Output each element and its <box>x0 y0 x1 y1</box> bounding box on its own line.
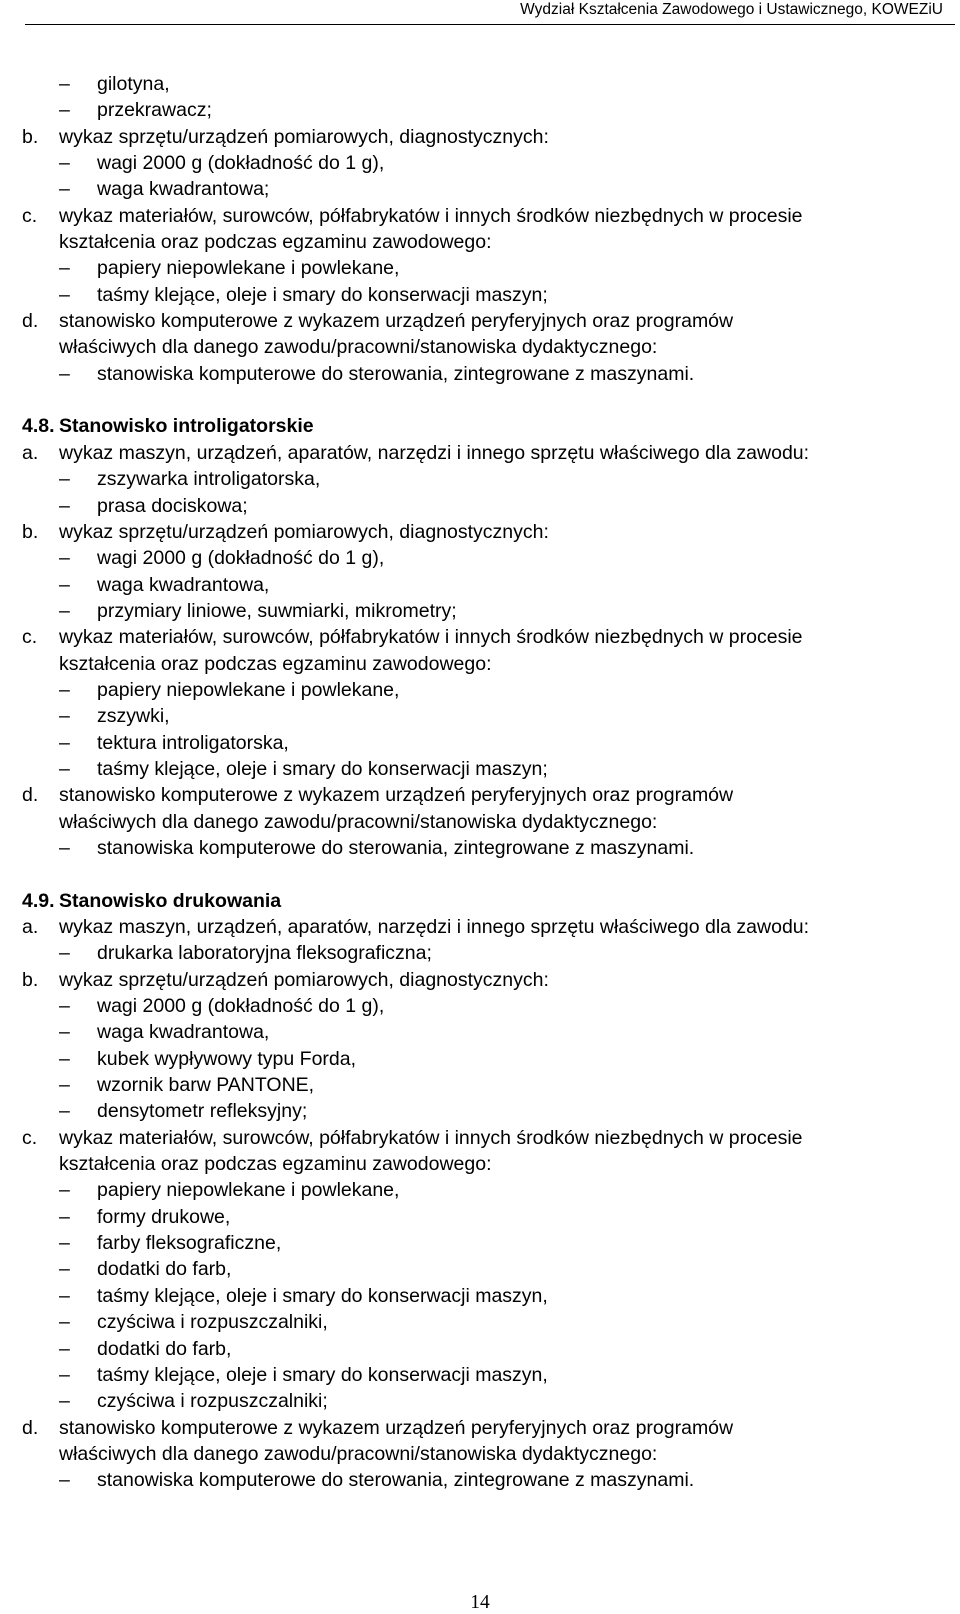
list-item-text: taśmy klejące, oleje i smary do konserwacji maszyn, <box>97 1363 548 1386</box>
lettered-item <box>22 203 957 229</box>
item-letter: c. <box>22 1126 38 1149</box>
dash-bullet: – <box>59 257 70 280</box>
list-item <box>22 598 957 624</box>
item-continuation: kształcenia oraz podczas egzaminu zawodowego: <box>59 231 492 254</box>
dash-bullet: – <box>59 1363 70 1386</box>
item-letter: c. <box>22 204 38 227</box>
item-text: wykaz maszyn, urządzeń, aparatów, narzędzi i innego sprzętu właściwego dla zawodu: <box>59 441 810 464</box>
item-continuation: kształcenia oraz podczas egzaminu zawodowego: <box>59 652 492 675</box>
dash-bullet: – <box>59 678 70 701</box>
list-item <box>22 71 957 97</box>
item-text: wykaz materiałów, surowców, półfabrykatów i innych środków niezbędnych w procesie <box>59 204 803 227</box>
section-heading <box>22 413 957 439</box>
item-letter: a. <box>22 441 39 464</box>
item-letter: b. <box>22 520 39 543</box>
dash-bullet: – <box>59 1337 70 1360</box>
list-item-text: formy drukowe, <box>97 1205 231 1228</box>
list-item-text: waga kwadrantowa; <box>97 178 270 201</box>
section-number: 4.9. <box>22 889 55 912</box>
dash-bullet: – <box>59 1469 70 1492</box>
list-item <box>22 1467 957 1493</box>
list-item <box>22 176 957 202</box>
list-item-text: papiery niepowlekane i powlekane, <box>97 678 400 701</box>
dash-bullet: – <box>59 1390 70 1413</box>
lettered-item <box>22 519 957 545</box>
list-item <box>22 1336 957 1362</box>
lettered-item <box>22 914 957 940</box>
item-letter: b. <box>22 968 39 991</box>
page-header: Wydział Kształcenia Zawodowego i Ustawicznego, KOWEZiU <box>520 1 943 18</box>
dash-bullet: – <box>59 1258 70 1281</box>
list-item-text: wagi 2000 g (dokładność do 1 g), <box>97 547 385 570</box>
list-item <box>22 1256 957 1282</box>
header-rule <box>25 24 955 25</box>
item-continuation: kształcenia oraz podczas egzaminu zawodowego: <box>59 1153 492 1176</box>
list-item-text: densytometr refleksyjny; <box>97 1100 308 1123</box>
list-item <box>22 1177 957 1203</box>
section-gap <box>22 861 957 887</box>
dash-bullet: – <box>59 731 70 754</box>
list-item <box>22 255 957 281</box>
dash-bullet: – <box>59 1205 70 1228</box>
item-text: wykaz materiałów, surowców, półfabrykatów i innych środków niezbędnych w procesie <box>59 1126 803 1149</box>
list-item-text: papiery niepowlekane i powlekane, <box>97 257 400 280</box>
list-item <box>22 282 957 308</box>
list-item <box>22 572 957 598</box>
section-gap <box>22 387 957 413</box>
item-text: stanowisko komputerowe z wykazem urządzeń peryferyjnych oraz programów <box>59 310 734 333</box>
dash-bullet: – <box>59 1179 70 1202</box>
list-item-text: przymiary liniowe, suwmiarki, mikrometry; <box>97 599 457 622</box>
list-item-text: wagi 2000 g (dokładność do 1 g), <box>97 995 385 1018</box>
list-item <box>22 1204 957 1230</box>
list-item <box>22 1283 957 1309</box>
list-item <box>22 1098 957 1124</box>
dash-bullet: – <box>59 757 70 780</box>
dash-bullet: – <box>59 705 70 728</box>
list-item-text: stanowiska komputerowe do sterowania, zintegrowane z maszynami. <box>97 836 695 859</box>
dash-bullet: – <box>59 1100 70 1123</box>
item-continuation: właściwych dla danego zawodu/pracowni/stanowiska dydaktycznego: <box>59 1442 658 1465</box>
list-item-text: czyściwa i rozpuszczalniki, <box>97 1311 328 1334</box>
item-letter: a. <box>22 916 39 938</box>
list-item <box>22 940 957 966</box>
dash-bullet: – <box>59 836 70 859</box>
section-title: Stanowisko drukowania <box>59 889 282 912</box>
list-item <box>22 150 957 176</box>
list-item-text: taśmy klejące, oleje i smary do konserwacji maszyn, <box>97 1284 548 1307</box>
list-item <box>22 1046 957 1072</box>
section-heading <box>22 888 957 914</box>
lettered-item <box>22 624 957 650</box>
item-text: stanowisko komputerowe z wykazem urządzeń peryferyjnych oraz programów <box>59 784 734 807</box>
dash-bullet: – <box>59 1074 70 1097</box>
lettered-item <box>22 440 957 466</box>
dash-bullet: – <box>59 494 70 517</box>
lettered-item <box>22 1125 957 1151</box>
list-item <box>22 1230 957 1256</box>
list-item-text: prasa dociskowa; <box>97 494 248 517</box>
document-body <box>22 71 957 1494</box>
list-item <box>22 677 957 703</box>
dash-bullet: – <box>59 1284 70 1307</box>
list-item-text: papiery niepowlekane i powlekane, <box>97 1179 400 1202</box>
item-continuation: właściwych dla danego zawodu/pracowni/stanowiska dydaktycznego: <box>59 810 658 833</box>
item-letter: c. <box>22 626 38 649</box>
list-item-text: taśmy klejące, oleje i smary do konserwacji maszyn; <box>97 757 548 780</box>
item-letter: d. <box>22 784 39 807</box>
list-item <box>22 466 957 492</box>
list-item <box>22 97 957 123</box>
dash-bullet: – <box>59 99 70 122</box>
item-letter: d. <box>22 310 39 333</box>
dash-bullet: – <box>59 599 70 622</box>
list-item <box>22 1072 957 1098</box>
item-text: stanowisko komputerowe z wykazem urządzeń peryferyjnych oraz programów <box>59 1416 734 1439</box>
dash-bullet: – <box>59 468 70 491</box>
dash-bullet: – <box>59 1232 70 1255</box>
dash-bullet: – <box>59 1311 70 1334</box>
page-number: 14 <box>470 1592 490 1613</box>
dash-bullet: – <box>59 73 70 95</box>
item-text: wykaz sprzętu/urządzeń pomiarowych, diagnostycznych: <box>59 520 549 543</box>
list-item <box>22 493 957 519</box>
item-text: wykaz maszyn, urządzeń, aparatów, narzędzi i innego sprzętu właściwego dla zawodu: <box>59 916 810 938</box>
dash-bullet: – <box>59 178 70 201</box>
list-item-text: zszywki, <box>97 705 170 728</box>
list-item <box>22 1388 957 1414</box>
lettered-item <box>22 308 957 334</box>
item-letter: d. <box>22 1416 39 1439</box>
list-item-text: waga kwadrantowa, <box>97 1021 270 1044</box>
list-item-text: waga kwadrantowa, <box>97 573 270 596</box>
list-item-text: kubek wypływowy typu Forda, <box>97 1047 357 1070</box>
list-item <box>22 730 957 756</box>
lettered-item <box>22 124 957 150</box>
section-number: 4.8. <box>22 415 55 438</box>
list-item-text: gilotyna, <box>97 73 170 95</box>
list-item-text: zszywarka introligatorska, <box>97 468 321 491</box>
item-text: wykaz sprzętu/urządzeń pomiarowych, diagnostycznych: <box>59 968 549 991</box>
list-item <box>22 835 957 861</box>
item-letter: b. <box>22 125 39 148</box>
list-item <box>22 361 957 387</box>
list-item <box>22 1362 957 1388</box>
lettered-item <box>22 967 957 993</box>
item-continuation: właściwych dla danego zawodu/pracowni/stanowiska dydaktycznego: <box>59 336 658 359</box>
dash-bullet: – <box>59 1021 70 1044</box>
list-item <box>22 1309 957 1335</box>
section-title: Stanowisko introligatorskie <box>59 415 314 438</box>
list-item-text: dodatki do farb, <box>97 1258 232 1281</box>
dash-bullet: – <box>59 547 70 570</box>
list-item-text: przekrawacz; <box>97 99 212 122</box>
list-item-text: tektura introligatorska, <box>97 731 289 754</box>
lettered-item <box>22 782 957 808</box>
dash-bullet: – <box>59 573 70 596</box>
list-item <box>22 545 957 571</box>
lettered-item <box>22 1415 957 1441</box>
list-item-text: farby fleksograficzne, <box>97 1232 282 1255</box>
dash-bullet: – <box>59 283 70 306</box>
dash-bullet: – <box>59 942 70 965</box>
item-text: wykaz materiałów, surowców, półfabrykatów i innych środków niezbędnych w procesie <box>59 626 803 649</box>
dash-bullet: – <box>59 152 70 175</box>
dash-bullet: – <box>59 995 70 1018</box>
list-item-text: wagi 2000 g (dokładność do 1 g), <box>97 152 385 175</box>
list-item-text: taśmy klejące, oleje i smary do konserwacji maszyn; <box>97 283 548 306</box>
list-item-text: stanowiska komputerowe do sterowania, zintegrowane z maszynami. <box>97 1469 695 1492</box>
dash-bullet: – <box>59 362 70 385</box>
list-item-text: wzornik barw PANTONE, <box>97 1074 315 1097</box>
list-item <box>22 703 957 729</box>
list-item <box>22 1019 957 1045</box>
list-item-text: stanowiska komputerowe do sterowania, zintegrowane z maszynami. <box>97 362 695 385</box>
dash-bullet: – <box>59 1047 70 1070</box>
list-item <box>22 756 957 782</box>
list-item-text: czyściwa i rozpuszczalniki; <box>97 1390 328 1413</box>
list-item-text: dodatki do farb, <box>97 1337 232 1360</box>
item-text: wykaz sprzętu/urządzeń pomiarowych, diagnostycznych: <box>59 125 549 148</box>
list-item-text: drukarka laboratoryjna fleksograficzna; <box>97 942 432 965</box>
list-item <box>22 993 957 1019</box>
